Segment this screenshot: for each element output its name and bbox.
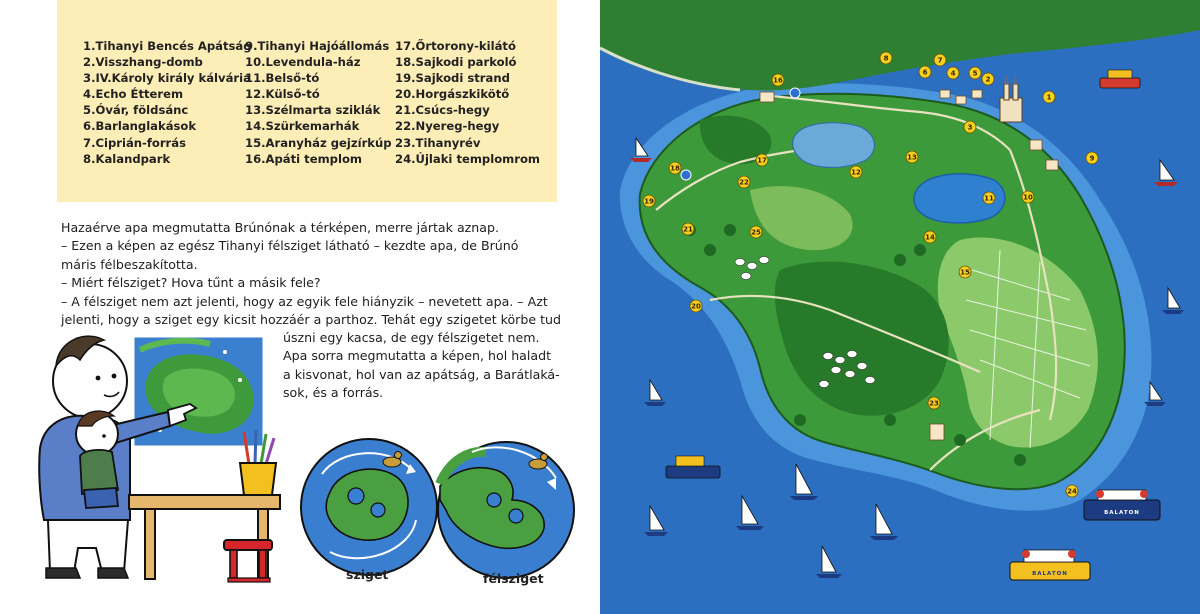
legend-item: 7.Ciprián-forrás	[83, 135, 187, 150]
legend-item: 24.Újlaki templomrom	[395, 151, 541, 166]
map-marker	[643, 195, 655, 207]
boat-bottom-left	[666, 456, 720, 478]
map-marker	[772, 74, 784, 86]
map-marker	[919, 66, 931, 78]
svg-text:14: 14	[925, 233, 935, 242]
story-line: úszni egy kacsa, de egy félszigetet nem.	[283, 330, 540, 345]
svg-text:7: 7	[937, 56, 943, 65]
map-marker	[1022, 191, 1034, 203]
legend-item: 2.Visszhang-domb	[83, 55, 203, 70]
legend-item: 14.Szürkemarhák	[245, 119, 360, 134]
legend-item: 23.Tihanyrév	[395, 135, 481, 150]
map-marker	[1086, 152, 1098, 164]
ferry-name: BALATON	[1032, 571, 1068, 577]
map-marker	[928, 397, 940, 409]
map-marker	[906, 151, 918, 163]
map-marker	[982, 73, 994, 85]
map-marker	[756, 154, 768, 166]
svg-text:11: 11	[984, 194, 994, 203]
legend-item: 9.Tihanyi Hajóállomás	[245, 39, 390, 53]
legend-item: 18.Sajkodi parkoló	[395, 55, 517, 70]
map-marker	[983, 192, 995, 204]
svg-text:6: 6	[922, 68, 928, 77]
svg-text:22: 22	[739, 178, 749, 187]
svg-text:21: 21	[683, 225, 693, 234]
legend-item: 6.Barlanglakások	[83, 119, 197, 134]
map-marker	[924, 231, 936, 243]
map-illustration	[600, 0, 1200, 614]
ferry-1	[1084, 490, 1160, 520]
svg-text:10: 10	[1023, 193, 1033, 202]
story-line: jelenti, hogy a sziget egy kicsit hozzáér a parthoz. Tehát egy szigetet körbe tud	[61, 312, 562, 328]
story-line: a kisvonat, hol van az apátság, a Barátlaká-	[283, 366, 560, 382]
story-line: máris félbeszakította.	[61, 256, 198, 272]
svg-text:3: 3	[967, 123, 973, 132]
svg-text:9: 9	[1089, 154, 1095, 163]
child-figure	[76, 411, 118, 508]
svg-text:1: 1	[1046, 93, 1052, 102]
map-marker	[959, 266, 971, 278]
boat-top-right	[1100, 70, 1140, 88]
map-marker	[669, 162, 681, 174]
legend-item: 3.IV.Károly király kálvária	[83, 71, 251, 86]
legend-item: 16.Apáti templom	[245, 151, 362, 166]
svg-text:19: 19	[644, 197, 654, 206]
svg-text:20: 20	[691, 302, 701, 311]
legend-item: 21.Csúcs-hegy	[395, 103, 490, 118]
tihany-map	[600, 0, 1200, 614]
map-marker	[682, 223, 694, 235]
legend-item: 19.Sajkodi strand	[395, 71, 510, 86]
legend-item: 12.Külső-tó	[245, 87, 320, 102]
outer-lake	[793, 123, 875, 168]
legend-item: 13.Szélmarta sziklák	[245, 103, 381, 118]
svg-text:4: 4	[950, 69, 956, 78]
island-globe	[301, 439, 437, 575]
svg-text:23: 23	[929, 399, 939, 408]
svg-text:16: 16	[773, 76, 783, 85]
svg-text:24: 24	[1067, 487, 1077, 496]
svg-text:2: 2	[985, 75, 991, 84]
legend-item: 5.Óvár, földsánc	[83, 103, 189, 118]
story-line: – Ezen a képen az egész Tihanyi félsziget látható – kezdte apa, de Brúnó	[61, 238, 519, 254]
island-caption: sziget	[346, 567, 389, 582]
story-line: – Miért félsziget? Hova tűnt a másik fele?	[61, 275, 321, 291]
svg-text:13: 13	[907, 153, 917, 162]
map-marker	[1066, 485, 1078, 497]
map-marker	[947, 67, 959, 79]
table	[129, 495, 280, 579]
svg-text:12: 12	[851, 168, 861, 177]
map-marker	[880, 52, 892, 64]
legend-item: 10.Levendula-ház	[245, 55, 361, 70]
map-marker	[964, 121, 976, 133]
map-marker	[934, 54, 946, 66]
svg-text:8: 8	[883, 54, 889, 63]
legend-item: 11.Belső-tó	[245, 71, 320, 86]
ferry-2	[1010, 550, 1090, 580]
svg-text:15: 15	[960, 268, 970, 277]
story-line: Hazaérve apa megmutatta Brúnónak a térképen, merre jártak aznap.	[61, 220, 499, 235]
ferry-name: BALATON	[1104, 510, 1140, 516]
legend-item: 20.Horgászkikötő	[395, 87, 510, 102]
svg-text:25: 25	[751, 228, 761, 237]
map-marker	[690, 300, 702, 312]
map-marker	[969, 67, 981, 79]
map-marker	[850, 166, 862, 178]
map-marker	[738, 176, 750, 188]
story-line: – A félsziget nem azt jelenti, hogy az egyik fele hiányzik – nevetett apa. – Azt	[61, 293, 548, 309]
legend-item: 8.Kalandpark	[83, 151, 171, 166]
legend-item: 22.Nyereg-hegy	[395, 119, 500, 134]
legend-item: 17.Őrtorony-kilátó	[395, 39, 516, 53]
legend-item: 15.Aranyház gejzírkúp	[245, 135, 392, 150]
svg-text:5: 5	[972, 69, 978, 78]
peninsula-globe	[438, 442, 574, 578]
story-line: sok, és a forrás.	[283, 385, 384, 401]
legend-item: 4.Echo Étterem	[83, 87, 184, 102]
map-marker	[750, 226, 762, 238]
legend-item: 1.Tihanyi Bencés Apátság	[83, 39, 252, 53]
map-marker	[1043, 91, 1055, 103]
stool	[224, 540, 272, 582]
svg-text:18: 18	[670, 164, 680, 173]
story-line: Apa sorra megmutatta a képen, hol haladt	[283, 348, 552, 364]
peninsula-caption: félsziget	[483, 571, 544, 586]
svg-text:17: 17	[757, 156, 767, 165]
